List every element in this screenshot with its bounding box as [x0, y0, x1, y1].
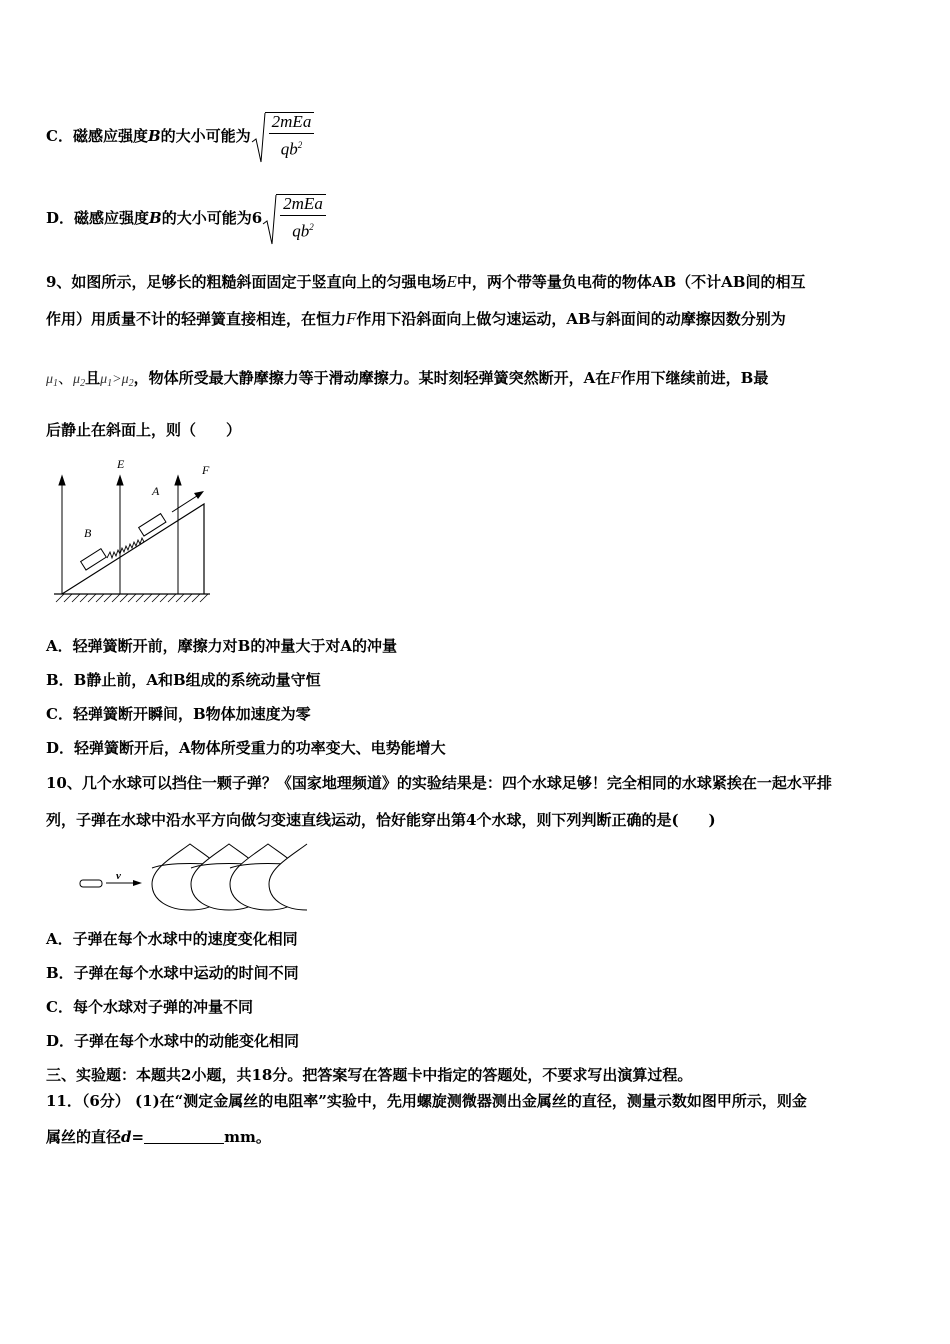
- field-lines: [59, 476, 181, 594]
- sqrt-expression: [251, 112, 315, 160]
- variable-b: B: [147, 127, 161, 145]
- q9-option-b: B．B静止前，A和B组成的系统动量守恒: [46, 671, 321, 689]
- variable-b: B: [149, 209, 162, 227]
- fraction-numerator: 2mEa: [269, 112, 315, 134]
- label-e: E: [117, 457, 125, 471]
- q9-incline-figure: [44, 452, 220, 612]
- label-f: F: [202, 463, 210, 477]
- section-3-heading: 三、实验题：本题共2小题，共18分。把答案写在答题卡中指定的答题处，不要求写出演算过程。: [46, 1066, 693, 1084]
- mu-1: $\mu_1$: [100, 372, 113, 389]
- q10-option-b: B．子弹在每个水球中运动的时间不同: [46, 964, 299, 982]
- answer-blank[interactable]: [144, 1129, 224, 1144]
- q11-stem-line-2: 属丝的直径d= mm。: [46, 1128, 271, 1146]
- fraction-denominator: $qb^2$: [292, 221, 314, 241]
- q9-stem-line-1: 9、如图所示，足够长的粗糙斜面固定于竖直向上的匀强电场E中，两个带等量负电荷的物体AB（不计AB间的相互: [46, 272, 806, 291]
- q10-option-a: A．子弹在每个水球中的速度变化相同: [46, 930, 298, 948]
- mu-2: $\mu_2$: [121, 372, 134, 389]
- label-b: B: [84, 526, 92, 540]
- q11-stem-line-1: 11．（6分） (1)在“测定金属丝的电阻率”实验中，先用螺旋测微器测出金属丝的直径，测量示数如图甲所示，则金: [46, 1092, 807, 1110]
- sqrt-expression: [262, 194, 326, 242]
- q10-stem-line-2: 列，子弹在水球中沿水平方向做匀变速直线运动，恰好能穿出第4个水球，则下列判断正确的是( ): [46, 811, 716, 829]
- bullet: [80, 880, 102, 887]
- q8-option-d: [46, 190, 326, 246]
- q9-stem-line-4: 后静止在斜面上，则（ ）: [46, 421, 242, 439]
- option-text: C．磁感应强度: [46, 127, 148, 145]
- option-text-tail: 的大小可能为: [160, 127, 251, 145]
- incline: [62, 504, 204, 594]
- label-v: v: [116, 870, 121, 882]
- water-balls: [152, 844, 307, 910]
- q9-stem-line-2: 作用）用质量不计的轻弹簧直接相连，在恒力F作用下沿斜面向上做匀速运动，AB与斜面间的动摩擦因数分别为: [46, 309, 786, 328]
- fraction-denominator: $qb^2$: [280, 139, 303, 159]
- q8-option-c: [46, 108, 314, 164]
- q9-stem-line-3: $\mu_1$、$\mu_2$且$\mu_1>\mu_2$，物体所受最大静摩擦力等于滑动摩擦力。某时刻轻弹簧突然断开，A在F作用下继续前进，B最: [46, 368, 769, 389]
- q10-stem-line-1: 10、几个水球可以挡住一颗子弹？《国家地理频道》的实验结果是：四个水球足够！完全相同的水球紧挨在一起水平排: [46, 774, 832, 792]
- block-a: [139, 514, 166, 536]
- q9-option-c: C．轻弹簧断开瞬间，B物体加速度为零: [46, 705, 311, 723]
- q9-option-d: D．轻弹簧断开后，A物体所受重力的功率变大、电势能增大: [46, 739, 446, 757]
- label-a: A: [152, 484, 160, 498]
- q10-option-c: C．每个水球对子弹的冲量不同: [46, 998, 253, 1016]
- ground-hatch: [56, 594, 208, 602]
- option-text: D．磁感应强度: [46, 209, 150, 227]
- mu-2: $\mu_2$: [73, 372, 86, 389]
- spring: [107, 538, 144, 558]
- block-b: [81, 549, 107, 570]
- mu-1: $\mu_1$: [46, 372, 59, 389]
- q10-water-balls-figure: [78, 838, 314, 912]
- fraction-numerator: 2mEa: [280, 194, 326, 216]
- option-text-tail: 的大小可能为6: [161, 209, 263, 227]
- q10-option-d: D．子弹在每个水球中的动能变化相同: [46, 1032, 300, 1050]
- q9-option-a: A．轻弹簧断开前，摩擦力对B的冲量大于对A的冲量: [46, 637, 397, 655]
